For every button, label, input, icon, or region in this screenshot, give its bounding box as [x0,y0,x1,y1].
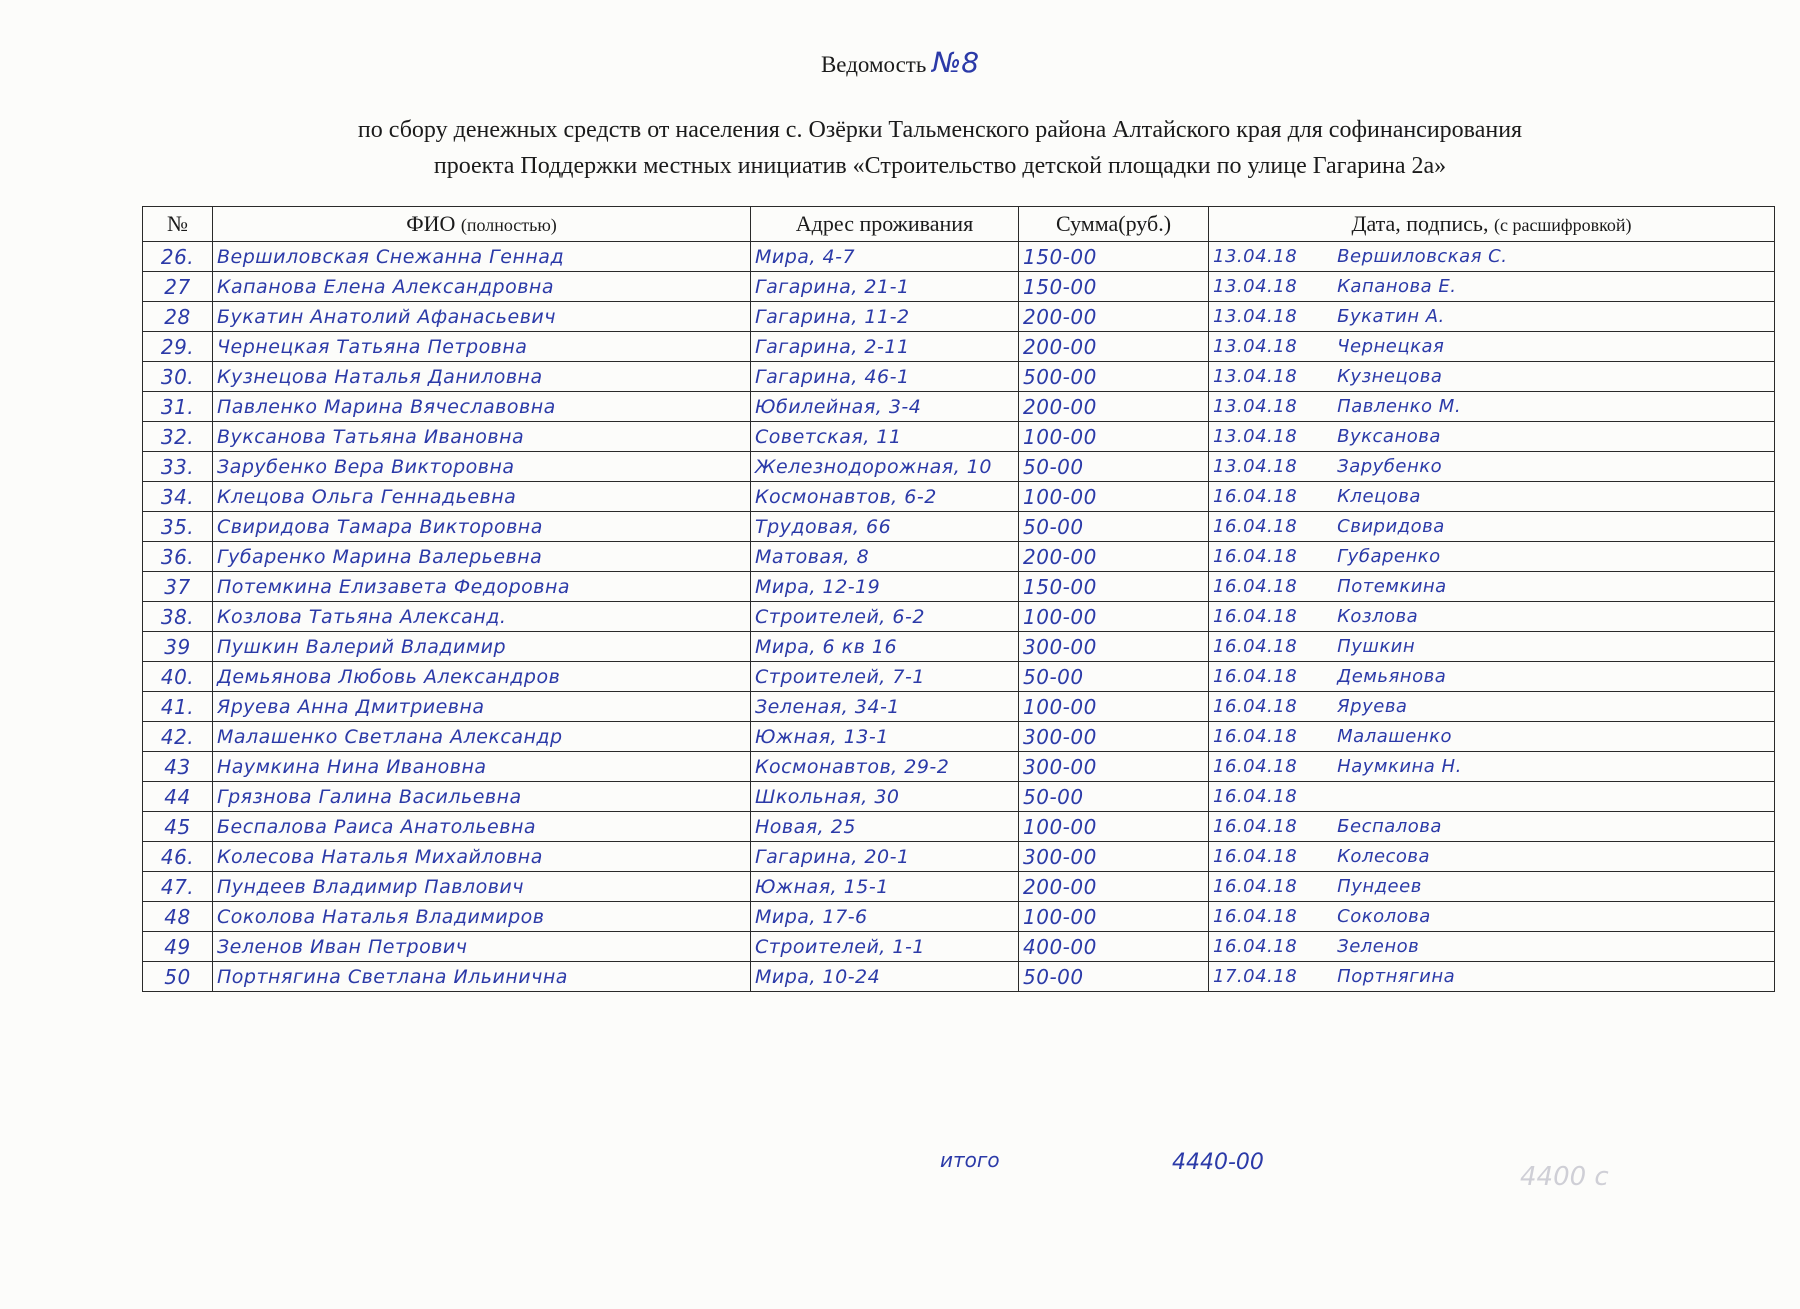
row-signature: Клецова [1337,486,1421,507]
row-date: 16.04.18 [1213,486,1298,507]
row-address: Южная, 15-1 [751,872,1019,902]
row-fio: Яруева Анна Дмитриевна [213,692,751,722]
row-fio: Соколова Наталья Владимиров [213,902,751,932]
row-fio: Наумкина Нина Ивановна [213,752,751,782]
row-signature: Губаренко [1337,546,1441,567]
row-fio: Потемкина Елизавета Федоровна [213,572,751,602]
row-sum: 50-00 [1019,512,1209,542]
row-sum: 500-00 [1019,362,1209,392]
row-signature: Вуксанова [1337,426,1441,447]
row-number: 36. [143,542,213,572]
row-fio: Колесова Наталья Михайловна [213,842,751,872]
row-sum: 50-00 [1019,962,1209,992]
row-date-signature [1209,242,1775,272]
table-row [143,242,1775,272]
row-address: Трудовая, 66 [751,512,1019,542]
row-fio: Зарубенко Вера Викторовна [213,452,751,482]
table-row [143,662,1775,692]
table-row [143,722,1775,752]
row-address: Гагарина, 20-1 [751,842,1019,872]
row-date: 13.04.18 [1213,366,1298,387]
row-signature: Малашенко [1337,726,1452,747]
row-number: 26. [143,242,213,272]
row-fio: Демьянова Любовь Александров [213,662,751,692]
row-date-signature [1209,482,1775,512]
table-row [143,842,1775,872]
row-date: 16.04.18 [1213,726,1298,747]
total-value: 4440-00 [1172,1150,1264,1175]
row-number: 30. [143,362,213,392]
page-title [0,46,1800,79]
row-date: 16.04.18 [1213,816,1298,837]
row-number: 46. [143,842,213,872]
row-fio: Грязнова Галина Васильевна [213,782,751,812]
row-address: Строителей, 1-1 [751,932,1019,962]
row-sum: 150-00 [1019,242,1209,272]
row-fio: Капанова Елена Александровна [213,272,751,302]
row-signature: Потемкина [1337,576,1447,597]
subtitle-line-2: проекта Поддержки местных инициатив «Строительство детской площадки по улице Гагарина 2а» [433,153,1447,179]
row-number: 32. [143,422,213,452]
table-row [143,422,1775,452]
header-fio-label: ФИО [406,211,456,236]
subtitle-line-1: по сбору денежных средств от населения с. Озёрки Тальменского района Алтайского края для софинансирования [357,117,1523,143]
row-date: 16.04.18 [1213,786,1298,807]
row-fio: Вершиловская Снежанна Геннад [213,242,751,272]
row-address: Зеленая, 34-1 [751,692,1019,722]
row-fio: Пундеев Владимир Павлович [213,872,751,902]
row-date: 16.04.18 [1213,666,1298,687]
row-date-signature [1209,932,1775,962]
header-sum: Сумма(руб.) [1019,207,1209,242]
row-sum: 300-00 [1019,842,1209,872]
row-signature: Портнягина [1337,966,1456,987]
row-date: 16.04.18 [1213,846,1298,867]
row-date: 16.04.18 [1213,546,1298,567]
title-text: Ведомость [820,52,927,77]
row-date: 17.04.18 [1213,966,1298,987]
row-fio: Вуксанова Татьяна Ивановна [213,422,751,452]
row-sum: 200-00 [1019,872,1209,902]
row-address: Школьная, 30 [751,782,1019,812]
row-date: 13.04.18 [1213,246,1298,267]
row-date: 16.04.18 [1213,516,1298,537]
faint-note: 4400 с [1520,1162,1609,1192]
row-number: 34. [143,482,213,512]
table-row [143,932,1775,962]
row-fio: Кузнецова Наталья Даниловна [213,362,751,392]
row-number: 27 [143,272,213,302]
row-address: Матовая, 8 [751,542,1019,572]
row-number: 43 [143,752,213,782]
row-signature: Зеленов [1337,936,1420,957]
row-address: Новая, 25 [751,812,1019,842]
table-row [143,542,1775,572]
table-row [143,572,1775,602]
table-body [143,242,1775,992]
table-row [143,332,1775,362]
row-signature: Колесова [1337,846,1431,867]
header-number: № [143,207,213,242]
row-date-signature [1209,842,1775,872]
row-date: 16.04.18 [1213,606,1298,627]
row-sum: 100-00 [1019,602,1209,632]
row-fio: Козлова Татьяна Александ. [213,602,751,632]
row-date: 13.04.18 [1213,306,1298,327]
row-fio: Клецова Ольга Геннадьевна [213,482,751,512]
row-address: Гагарина, 21-1 [751,272,1019,302]
row-sum: 50-00 [1019,452,1209,482]
row-sum: 400-00 [1019,932,1209,962]
row-sum: 50-00 [1019,782,1209,812]
row-date-signature [1209,512,1775,542]
row-signature: Павленко М. [1337,396,1462,417]
row-number: 44 [143,782,213,812]
row-date-signature [1209,692,1775,722]
row-sum: 150-00 [1019,572,1209,602]
header-date-note: (с расшифровкой) [1493,215,1632,235]
row-address: Космонавтов, 6-2 [751,482,1019,512]
row-sum: 100-00 [1019,482,1209,512]
row-date: 16.04.18 [1213,906,1298,927]
row-number: 40. [143,662,213,692]
row-signature: Соколова [1337,906,1431,927]
row-sum: 300-00 [1019,722,1209,752]
row-address: Советская, 11 [751,422,1019,452]
row-number: 37 [143,572,213,602]
row-date-signature [1209,392,1775,422]
row-sum: 150-00 [1019,272,1209,302]
row-date: 16.04.18 [1213,696,1298,717]
row-signature: Козлова [1337,606,1419,627]
row-address: Строителей, 7-1 [751,662,1019,692]
row-date: 16.04.18 [1213,576,1298,597]
row-fio: Малашенко Светлана Александр [213,722,751,752]
row-date-signature [1209,362,1775,392]
row-address: Мира, 4-7 [751,242,1019,272]
table-row [143,602,1775,632]
row-fio: Зеленов Иван Петрович [213,932,751,962]
row-address: Мира, 6 кв 16 [751,632,1019,662]
row-date-signature [1209,962,1775,992]
table-row [143,902,1775,932]
total-label: итого [940,1148,1000,1172]
table-row [143,452,1775,482]
collection-table [142,206,1775,992]
row-fio: Беспалова Раиса Анатольевна [213,812,751,842]
table-row [143,782,1775,812]
row-sum: 100-00 [1019,812,1209,842]
row-fio: Свиридова Тамара Викторовна [213,512,751,542]
row-signature: Пушкин [1337,636,1416,657]
row-number: 33. [143,452,213,482]
row-number: 42. [143,722,213,752]
row-fio: Павленко Марина Вячеславовна [213,392,751,422]
row-fio: Портнягина Светлана Ильинична [213,962,751,992]
table-row [143,362,1775,392]
row-fio: Пушкин Валерий Владимир [213,632,751,662]
table-row [143,512,1775,542]
row-sum: 300-00 [1019,752,1209,782]
row-address: Космонавтов, 29-2 [751,752,1019,782]
header-fio [213,207,751,242]
row-signature: Зарубенко [1337,456,1443,477]
row-sum: 50-00 [1019,662,1209,692]
row-address: Гагарина, 2-11 [751,332,1019,362]
row-date: 16.04.18 [1213,636,1298,657]
table-row [143,632,1775,662]
row-date: 13.04.18 [1213,276,1298,297]
header-fio-note: (полностью) [460,215,557,235]
row-date-signature [1209,902,1775,932]
row-number: 39 [143,632,213,662]
row-number: 35. [143,512,213,542]
row-sum: 100-00 [1019,902,1209,932]
row-sum: 200-00 [1019,332,1209,362]
row-date: 13.04.18 [1213,396,1298,417]
row-date-signature [1209,452,1775,482]
row-signature: Вершиловская С. [1337,246,1508,267]
row-number: 41. [143,692,213,722]
row-date: 16.04.18 [1213,756,1298,777]
row-date-signature [1209,782,1775,812]
row-date-signature [1209,572,1775,602]
row-signature: Свиридова [1337,516,1445,537]
row-sum: 200-00 [1019,542,1209,572]
row-address: Железнодорожная, 10 [751,452,1019,482]
row-signature: Яруева [1337,696,1408,717]
row-date: 13.04.18 [1213,456,1298,477]
header-date-signature [1209,207,1775,242]
title-number: №8 [932,46,980,79]
row-signature: Беспалова [1337,816,1442,837]
row-date: 16.04.18 [1213,936,1298,957]
row-signature: Демьянова [1337,666,1447,687]
row-signature: Пундеев [1337,876,1422,897]
row-signature: Букатин А. [1337,306,1445,327]
header-address: Адрес проживания [751,207,1019,242]
row-sum: 200-00 [1019,302,1209,332]
row-number: 50 [143,962,213,992]
row-date-signature [1209,332,1775,362]
row-sum: 200-00 [1019,392,1209,422]
row-date-signature [1209,302,1775,332]
row-date-signature [1209,662,1775,692]
row-number: 28 [143,302,213,332]
row-address: Мира, 10-24 [751,962,1019,992]
row-date-signature [1209,602,1775,632]
row-fio: Чернецкая Татьяна Петровна [213,332,751,362]
row-date-signature [1209,272,1775,302]
row-number: 48 [143,902,213,932]
row-date-signature [1209,872,1775,902]
row-number: 45 [143,812,213,842]
table-header-row [143,207,1775,242]
table-row [143,302,1775,332]
row-date-signature [1209,422,1775,452]
row-number: 29. [143,332,213,362]
table-row [143,752,1775,782]
row-date: 16.04.18 [1213,876,1298,897]
page-subtitle [150,112,1730,184]
row-sum: 100-00 [1019,692,1209,722]
header-date-label: Дата, подпись, [1351,211,1489,236]
row-address: Юбилейная, 3-4 [751,392,1019,422]
table-row [143,272,1775,302]
row-date-signature [1209,752,1775,782]
row-address: Мира, 12-19 [751,572,1019,602]
row-address: Гагарина, 11-2 [751,302,1019,332]
row-date-signature [1209,722,1775,752]
table-row [143,872,1775,902]
row-sum: 100-00 [1019,422,1209,452]
row-address: Мира, 17-6 [751,902,1019,932]
table-row [143,392,1775,422]
row-fio: Букатин Анатолий Афанасьевич [213,302,751,332]
row-address: Строителей, 6-2 [751,602,1019,632]
row-number: 49 [143,932,213,962]
row-fio: Губаренко Марина Валерьевна [213,542,751,572]
table-row [143,482,1775,512]
table-row [143,812,1775,842]
table-row [143,692,1775,722]
row-date: 13.04.18 [1213,426,1298,447]
row-sum: 300-00 [1019,632,1209,662]
row-date: 13.04.18 [1213,336,1298,357]
row-signature: Чернецкая [1337,336,1445,357]
row-date-signature [1209,542,1775,572]
row-signature: Кузнецова [1337,366,1443,387]
row-number: 47. [143,872,213,902]
row-signature: Наумкина Н. [1337,756,1462,777]
row-date-signature [1209,812,1775,842]
row-number: 38. [143,602,213,632]
row-address: Южная, 13-1 [751,722,1019,752]
row-number: 31. [143,392,213,422]
row-signature: Капанова Е. [1337,276,1457,297]
row-date-signature [1209,632,1775,662]
row-address: Гагарина, 46-1 [751,362,1019,392]
table-row [143,962,1775,992]
